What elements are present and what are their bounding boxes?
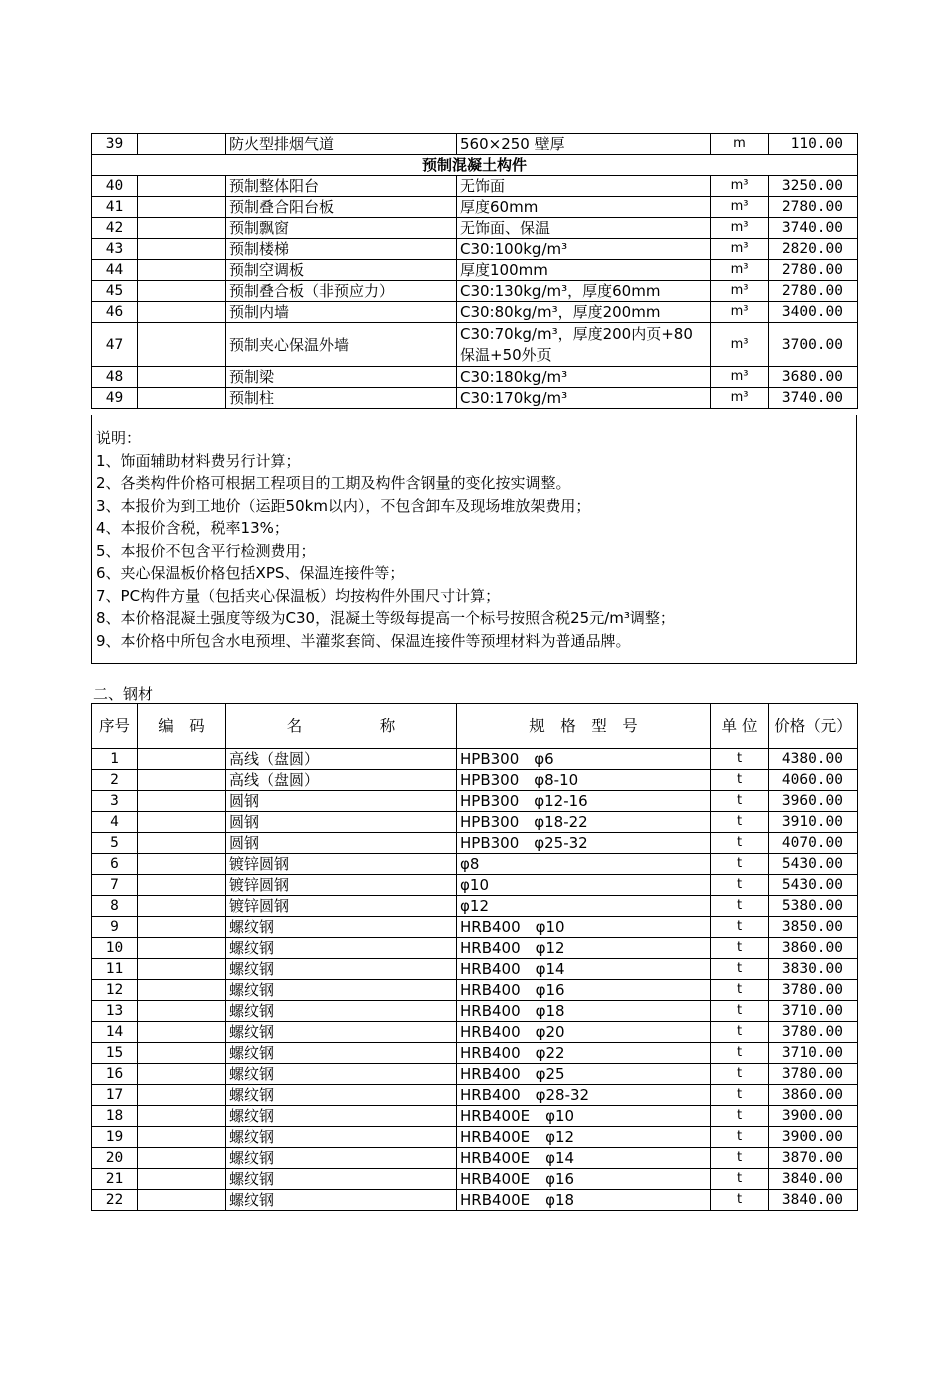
row-number: 14 <box>92 1022 138 1043</box>
row-unit: t <box>711 1043 769 1064</box>
notes-list <box>96 450 856 653</box>
notes-title: 说明： <box>96 429 142 447</box>
row-code <box>138 917 226 938</box>
table-row <box>92 1022 858 1043</box>
row-spec: HPB300 φ6 <box>457 749 711 770</box>
row-spec: φ8 <box>457 854 711 875</box>
row-price: 2820.00 <box>769 239 858 260</box>
row-spec: HPB300 φ12-16 <box>457 791 711 812</box>
row-unit: m³ <box>711 323 769 367</box>
row-number: 7 <box>92 875 138 896</box>
note-item: 7、PC构件方量（包括夹心保温板）均按构件外围尺寸计算； <box>96 586 501 605</box>
row-unit: t <box>711 1001 769 1022</box>
row-code <box>138 1001 226 1022</box>
row-spec: HPB300 φ25-32 <box>457 833 711 854</box>
row-spec: HRB400 φ20 <box>457 1022 711 1043</box>
row-number: 42 <box>92 218 138 239</box>
row-name: 螺纹钢 <box>226 1064 457 1085</box>
row-spec: C30:180kg/m³ <box>457 367 711 388</box>
notes-block <box>91 415 857 664</box>
row-price: 2780.00 <box>769 281 858 302</box>
header-unit: 单 位 <box>711 704 769 749</box>
row-code <box>138 1106 226 1127</box>
row-name: 预制整体阳台 <box>226 176 457 197</box>
row-price: 3400.00 <box>769 302 858 323</box>
row-unit: t <box>711 1022 769 1043</box>
row-code <box>138 1085 226 1106</box>
row-price: 5430.00 <box>769 875 858 896</box>
note-item: 6、夹心保温板价格包括XPS、保温连接件等； <box>96 564 405 582</box>
header-name: 名 称 <box>226 704 457 749</box>
row-price: 3710.00 <box>769 1001 858 1022</box>
row-code <box>138 791 226 812</box>
row-price: 3740.00 <box>769 388 858 409</box>
row-price: 3840.00 <box>769 1169 858 1190</box>
row-number: 18 <box>92 1106 138 1127</box>
table-row <box>92 1148 858 1169</box>
table-row <box>92 176 858 197</box>
table-row <box>92 833 858 854</box>
note-item: 9、本价格中所包含水电预埋、半灌浆套筒、保温连接件等预埋材料为普通品牌。 <box>96 631 631 650</box>
row-unit: t <box>711 1127 769 1148</box>
row-code <box>138 749 226 770</box>
row-number: 11 <box>92 959 138 980</box>
row-unit: t <box>711 1064 769 1085</box>
table-row <box>92 749 858 770</box>
row-unit: t <box>711 854 769 875</box>
row-price: 3960.00 <box>769 791 858 812</box>
table-row <box>92 1064 858 1085</box>
row-name: 圆钢 <box>226 791 457 812</box>
table-row <box>92 770 858 791</box>
row-name: 圆钢 <box>226 833 457 854</box>
row-name: 高线（盘圆） <box>226 770 457 791</box>
row-number: 46 <box>92 302 138 323</box>
row-spec: 厚度60mm <box>457 197 711 218</box>
row-number: 48 <box>92 367 138 388</box>
row-unit: m³ <box>711 260 769 281</box>
row-name: 预制叠合阳台板 <box>226 197 457 218</box>
row-number: 47 <box>92 323 138 367</box>
row-code <box>138 854 226 875</box>
row-spec: HRB400 φ22 <box>457 1043 711 1064</box>
row-spec: HRB400 φ25 <box>457 1064 711 1085</box>
row-code <box>138 260 226 281</box>
row-code <box>138 176 226 197</box>
table-row <box>92 1127 858 1148</box>
row-code <box>138 218 226 239</box>
row-code <box>138 281 226 302</box>
note-item: 5、本报价不包含平行检测费用； <box>96 541 316 560</box>
table-row <box>92 281 858 302</box>
row-unit: t <box>711 833 769 854</box>
row-code <box>138 1148 226 1169</box>
row-number: 9 <box>92 917 138 938</box>
steel-table-body <box>92 749 858 1211</box>
row-name: 螺纹钢 <box>226 917 457 938</box>
row-code <box>138 197 226 218</box>
row-spec: C30:80kg/m³，厚度200mm <box>457 302 711 323</box>
row-number: 20 <box>92 1148 138 1169</box>
row-code <box>138 134 226 155</box>
row-number: 6 <box>92 854 138 875</box>
row-unit: m³ <box>711 197 769 218</box>
row-price: 3780.00 <box>769 1064 858 1085</box>
table-row <box>92 218 858 239</box>
row-price: 3780.00 <box>769 1022 858 1043</box>
table-row <box>92 938 858 959</box>
table-header-row <box>92 704 858 749</box>
row-name: 预制内墙 <box>226 302 457 323</box>
row-number: 15 <box>92 1043 138 1064</box>
row-name: 预制叠合板（非预应力） <box>226 281 457 302</box>
row-spec: 厚度100mm <box>457 260 711 281</box>
row-name: 螺纹钢 <box>226 1190 457 1211</box>
note-item: 4、本报价含税，税率13%； <box>96 519 289 537</box>
row-unit: m³ <box>711 388 769 409</box>
table-row <box>92 1106 858 1127</box>
row-number: 5 <box>92 833 138 854</box>
row-unit: m <box>711 134 769 155</box>
table-row <box>92 260 858 281</box>
row-code <box>138 1064 226 1085</box>
row-price: 4070.00 <box>769 833 858 854</box>
table-row <box>92 812 858 833</box>
row-name: 螺纹钢 <box>226 1043 457 1064</box>
row-code <box>138 980 226 1001</box>
row-name: 螺纹钢 <box>226 1127 457 1148</box>
row-name: 镀锌圆钢 <box>226 896 457 917</box>
row-unit: t <box>711 959 769 980</box>
section-row <box>92 155 858 176</box>
row-spec: C30:100kg/m³ <box>457 239 711 260</box>
row-unit: m³ <box>711 218 769 239</box>
table-row <box>92 1043 858 1064</box>
header-code: 编 码 <box>138 704 226 749</box>
row-spec: HRB400 φ28-32 <box>457 1085 711 1106</box>
row-name: 螺纹钢 <box>226 1106 457 1127</box>
row-price: 3860.00 <box>769 1085 858 1106</box>
row-spec: HPB300 φ8-10 <box>457 770 711 791</box>
table-row <box>92 875 858 896</box>
precast-table-body <box>92 134 858 409</box>
row-name: 螺纹钢 <box>226 1148 457 1169</box>
row-spec: HRB400E φ12 <box>457 1127 711 1148</box>
row-price: 3250.00 <box>769 176 858 197</box>
steel-price-table <box>91 703 858 1211</box>
row-price: 2780.00 <box>769 197 858 218</box>
row-price: 4380.00 <box>769 749 858 770</box>
row-number: 45 <box>92 281 138 302</box>
table-row <box>92 1169 858 1190</box>
row-name: 预制夹心保温外墙 <box>226 323 457 367</box>
row-price: 3700.00 <box>769 323 858 367</box>
table-row <box>92 197 858 218</box>
row-unit: t <box>711 980 769 1001</box>
row-spec: HRB400 φ18 <box>457 1001 711 1022</box>
row-name: 预制楼梯 <box>226 239 457 260</box>
row-unit: t <box>711 1085 769 1106</box>
table-row <box>92 302 858 323</box>
table-row <box>92 1190 858 1211</box>
row-price: 110.00 <box>769 134 858 155</box>
row-number: 39 <box>92 134 138 155</box>
row-price: 3900.00 <box>769 1106 858 1127</box>
row-number: 13 <box>92 1001 138 1022</box>
row-code <box>138 1022 226 1043</box>
row-name: 螺纹钢 <box>226 959 457 980</box>
row-price: 3870.00 <box>769 1148 858 1169</box>
row-spec: 无饰面 <box>457 176 711 197</box>
row-code <box>138 896 226 917</box>
row-number: 2 <box>92 770 138 791</box>
row-unit: t <box>711 770 769 791</box>
row-price: 3710.00 <box>769 1043 858 1064</box>
table-row <box>92 980 858 1001</box>
row-price: 3850.00 <box>769 917 858 938</box>
note-item: 2、各类构件价格可根据工程项目的工期及构件含钢量的变化按实调整。 <box>96 474 571 492</box>
row-number: 49 <box>92 388 138 409</box>
table-row <box>92 959 858 980</box>
row-name: 螺纹钢 <box>226 938 457 959</box>
row-name: 预制柱 <box>226 388 457 409</box>
row-name: 圆钢 <box>226 812 457 833</box>
row-code <box>138 875 226 896</box>
row-name: 螺纹钢 <box>226 1001 457 1022</box>
row-code <box>138 1169 226 1190</box>
row-price: 3830.00 <box>769 959 858 980</box>
row-number: 44 <box>92 260 138 281</box>
row-name: 螺纹钢 <box>226 1085 457 1106</box>
row-number: 10 <box>92 938 138 959</box>
row-unit: t <box>711 1148 769 1169</box>
row-unit: m³ <box>711 239 769 260</box>
row-number: 41 <box>92 197 138 218</box>
row-number: 43 <box>92 239 138 260</box>
row-unit: m³ <box>711 281 769 302</box>
row-spec: 560×250 壁厚 <box>457 134 711 155</box>
row-price: 5380.00 <box>769 896 858 917</box>
table-row <box>92 791 858 812</box>
row-name: 镀锌圆钢 <box>226 875 457 896</box>
row-unit: t <box>711 938 769 959</box>
row-spec: HRB400E φ10 <box>457 1106 711 1127</box>
table-row <box>92 239 858 260</box>
row-spec: HRB400 φ16 <box>457 980 711 1001</box>
row-unit: t <box>711 812 769 833</box>
row-code <box>138 833 226 854</box>
row-unit: t <box>711 917 769 938</box>
row-number: 4 <box>92 812 138 833</box>
row-spec: HRB400 φ14 <box>457 959 711 980</box>
row-spec: HRB400 φ10 <box>457 917 711 938</box>
row-code <box>138 812 226 833</box>
row-spec: C30:130kg/m³，厚度60mm <box>457 281 711 302</box>
row-number: 1 <box>92 749 138 770</box>
row-price: 3740.00 <box>769 218 858 239</box>
precast-price-table <box>91 133 858 409</box>
row-code <box>138 938 226 959</box>
row-code <box>138 1127 226 1148</box>
row-number: 19 <box>92 1127 138 1148</box>
row-unit: t <box>711 791 769 812</box>
row-name: 螺纹钢 <box>226 1169 457 1190</box>
row-name: 镀锌圆钢 <box>226 854 457 875</box>
row-name: 螺纹钢 <box>226 1022 457 1043</box>
row-name: 预制梁 <box>226 367 457 388</box>
table-row <box>92 367 858 388</box>
note-item: 3、本报价为到工地价（运距50km以内），不包含卸车及现场堆放架费用； <box>96 496 591 515</box>
row-number: 8 <box>92 896 138 917</box>
row-code <box>138 770 226 791</box>
row-number: 12 <box>92 980 138 1001</box>
row-number: 40 <box>92 176 138 197</box>
row-unit: m³ <box>711 367 769 388</box>
row-spec: HRB400E φ14 <box>457 1148 711 1169</box>
row-number: 22 <box>92 1190 138 1211</box>
row-unit: m³ <box>711 302 769 323</box>
note-item: 8、本价格混凝土强度等级为C30，混凝土等级每提高一个标号按照含税25元/m³调整； <box>96 609 675 627</box>
row-spec: C30:170kg/m³ <box>457 388 711 409</box>
row-price: 3860.00 <box>769 938 858 959</box>
table-row <box>92 917 858 938</box>
row-code <box>138 959 226 980</box>
table-row <box>92 1085 858 1106</box>
row-unit: t <box>711 1106 769 1127</box>
row-price: 3780.00 <box>769 980 858 1001</box>
row-name: 高线（盘圆） <box>226 749 457 770</box>
row-price: 3840.00 <box>769 1190 858 1211</box>
row-number: 3 <box>92 791 138 812</box>
table-row <box>92 896 858 917</box>
row-code <box>138 367 226 388</box>
header-price: 价格（元） <box>769 704 858 749</box>
row-unit: m³ <box>711 176 769 197</box>
row-unit: t <box>711 1190 769 1211</box>
row-unit: t <box>711 875 769 896</box>
row-code <box>138 388 226 409</box>
row-price: 3900.00 <box>769 1127 858 1148</box>
row-unit: t <box>711 749 769 770</box>
row-code <box>138 1043 226 1064</box>
row-name: 螺纹钢 <box>226 980 457 1001</box>
note-item: 1、饰面辅助材料费另行计算； <box>96 451 301 470</box>
row-code <box>138 1190 226 1211</box>
header-spec: 规 格 型 号 <box>457 704 711 749</box>
row-name: 防火型排烟气道 <box>226 134 457 155</box>
row-code <box>138 302 226 323</box>
row-price: 2780.00 <box>769 260 858 281</box>
row-price: 3910.00 <box>769 812 858 833</box>
row-spec: HPB300 φ18-22 <box>457 812 711 833</box>
row-code <box>138 323 226 367</box>
row-spec: HRB400 φ12 <box>457 938 711 959</box>
row-spec: HRB400E φ18 <box>457 1190 711 1211</box>
table-row <box>92 323 858 367</box>
row-number: 17 <box>92 1085 138 1106</box>
row-name: 预制飘窗 <box>226 218 457 239</box>
section-title-precast: 预制混凝土构件 <box>92 155 858 176</box>
row-name: 预制空调板 <box>226 260 457 281</box>
row-spec: φ10 <box>457 875 711 896</box>
table-row <box>92 134 858 155</box>
row-price: 4060.00 <box>769 770 858 791</box>
row-unit: t <box>711 1169 769 1190</box>
table-row <box>92 854 858 875</box>
row-unit: t <box>711 896 769 917</box>
header-no: 序号 <box>92 704 138 749</box>
row-spec: φ12 <box>457 896 711 917</box>
row-price: 3680.00 <box>769 367 858 388</box>
section-title-steel: 二、钢材 <box>93 685 154 703</box>
row-number: 21 <box>92 1169 138 1190</box>
row-code <box>138 239 226 260</box>
row-spec: HRB400E φ16 <box>457 1169 711 1190</box>
table-row <box>92 1001 858 1022</box>
row-spec: C30:70kg/m³，厚度200内页+80保温+50外页 <box>457 323 711 367</box>
table-row <box>92 388 858 409</box>
row-number: 16 <box>92 1064 138 1085</box>
row-price: 5430.00 <box>769 854 858 875</box>
row-spec: 无饰面、保温 <box>457 218 711 239</box>
